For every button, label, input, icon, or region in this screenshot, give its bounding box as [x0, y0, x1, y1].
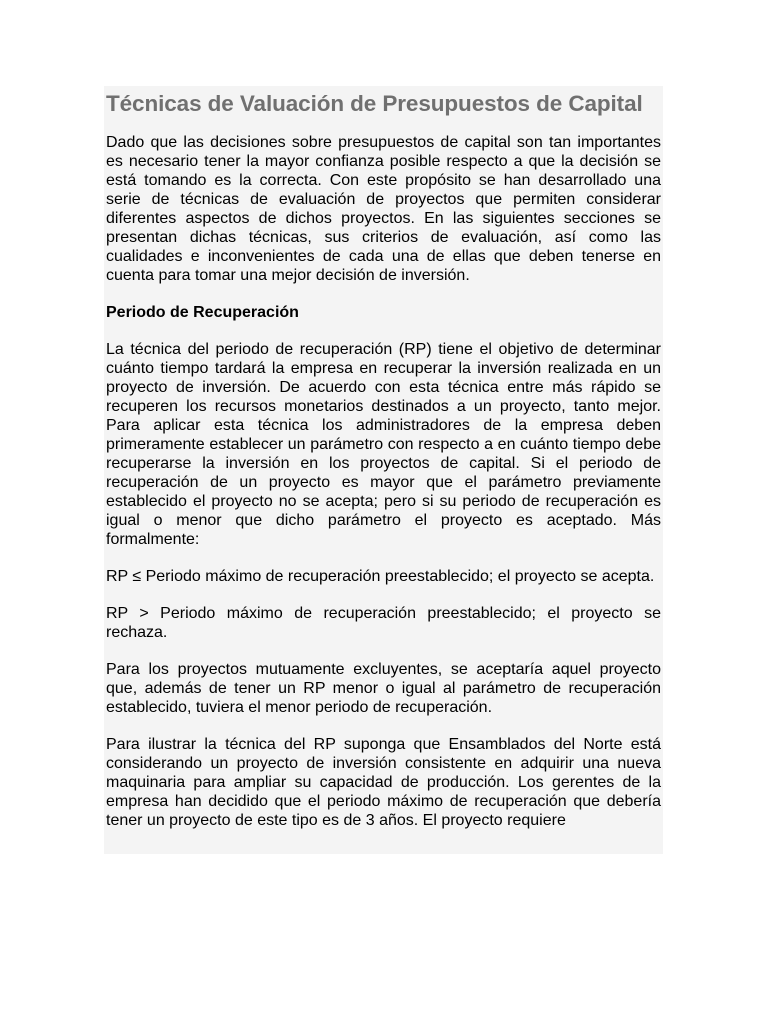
body-paragraph: La técnica del periodo de recuperación (RP) tiene el objetivo de determinar cuánto tiempo tardará la empresa en recuperar la inversión realizada en un proyecto de inversión. De acuerdo con esta técnica entre más rápido se recuperen los recursos monetarios destinados a un proyecto, tanto mejor. Para aplicar esta técnica los administradores de la empresa deben primeramente establecer un parámetro con respecto a en cuánto tiempo debe recuperarse la inversión en los proyectos de capital. Si el periodo de recuperación de un proyecto es mayor que el parámetro previamente establecido el proyecto no se acepta; pero si su periodo de recuperación es igual o menor que dicho parámetro el proyecto es aceptado. Más formalmente:	[106, 341, 661, 548]
section-heading: Periodo de Recuperación	[106, 304, 299, 321]
rule-reject-paragraph: RP > Periodo máximo de recuperación preestablecido; el proyecto se rechaza.	[106, 605, 661, 641]
document-content	[104, 86, 663, 830]
body-paragraph: Para los proyectos mutuamente excluyentes, se aceptaría aquel proyecto que, además de tener un RP menor o igual al parámetro de recuperación establecido, tuviera el menor periodo de recuperación.	[106, 661, 661, 716]
body-paragraph: Para ilustrar la técnica del RP suponga que Ensamblados del Norte está considerando un proyecto de inversión consistente en adquirir una nueva maquinaria para ampliar su capacidad de producción. Los gerentes de la empresa han decidido que el periodo máximo de recuperación que debería tener un proyecto de este tipo es de 3 años. El proyecto requiere	[106, 736, 661, 829]
intro-paragraph: Dado que las decisiones sobre presupuestos de capital son tan importantes es necesario tener la mayor confianza posible respecto a que la decisión se está tomando es la correcta. Con este propósito se han desarrollado una serie de técnicas de evaluación de proyectos que permiten considerar diferentes aspectos de dichos proyectos. En las siguientes secciones se presentan dichas técnicas, sus criterios de evaluación, así como las cualidades e inconvenientes de cada una de ellas que deben tenerse en cuenta para tomar una mejor decisión de inversión.	[106, 134, 661, 284]
document-page	[104, 86, 663, 854]
rule-accept-paragraph: RP ≤ Periodo máximo de recuperación preestablecido; el proyecto se acepta.	[106, 568, 655, 585]
document-title: Técnicas de Valuación de Presupuestos de Capital	[106, 91, 643, 116]
